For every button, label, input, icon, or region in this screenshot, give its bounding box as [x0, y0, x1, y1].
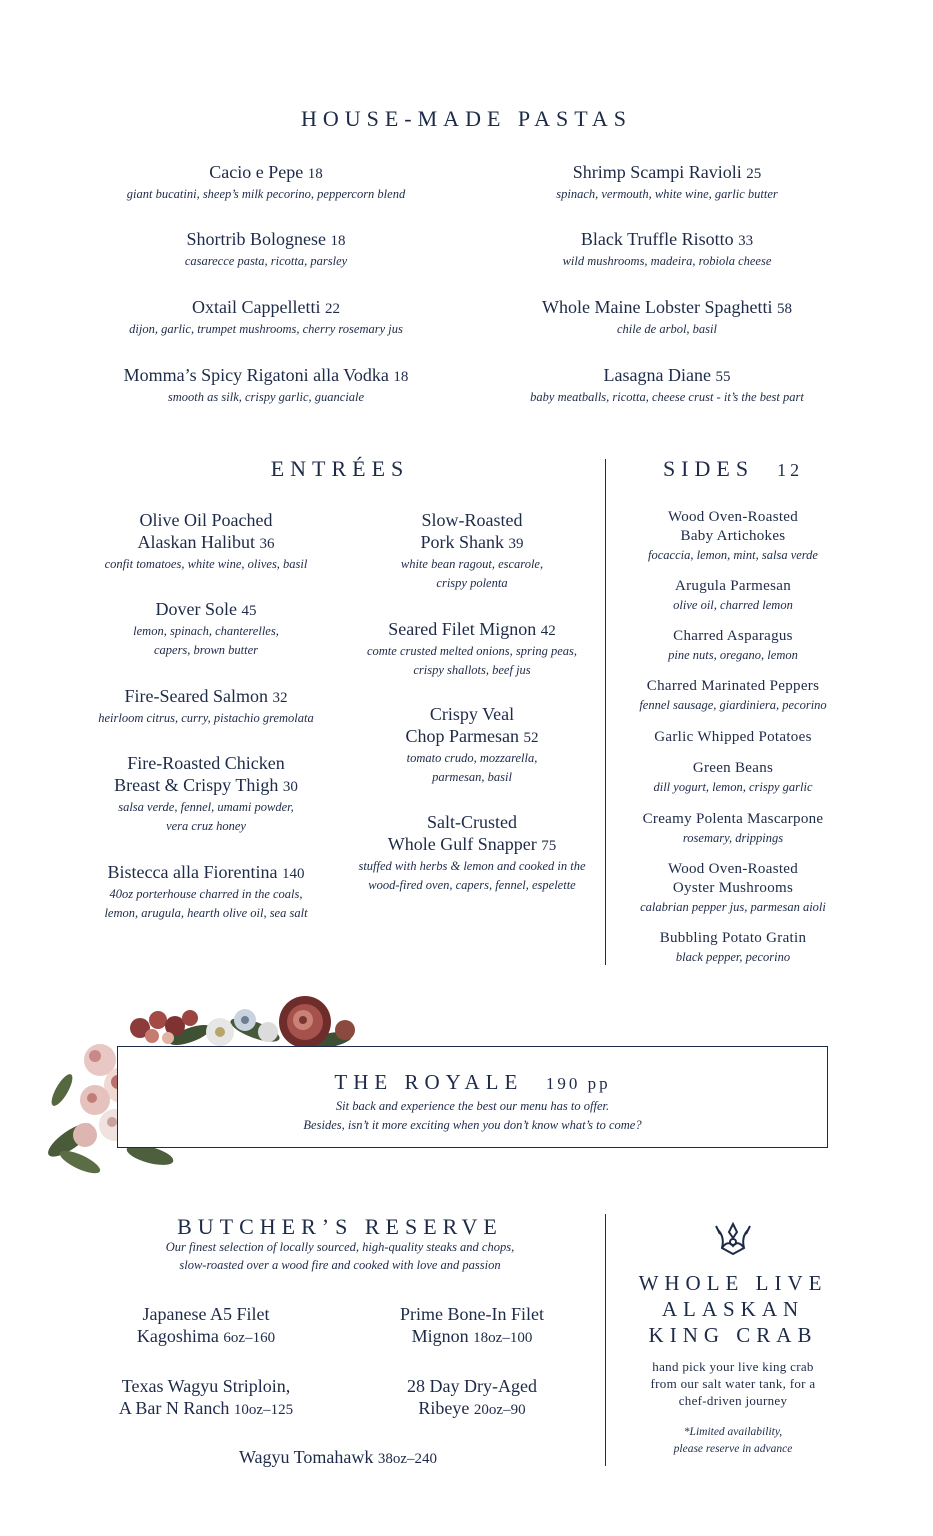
butcher-name: A Bar N Ranch — [118, 1398, 230, 1418]
pasta-desc: wild mushrooms, madeira, robiola cheese — [562, 254, 772, 268]
entree-item — [342, 703, 602, 787]
side-desc: calabrian pepper jus, parmesan aioli — [640, 900, 826, 914]
butcher-item — [342, 1303, 602, 1349]
entree-item — [76, 861, 336, 923]
entrees-title: ENTRÉES — [270, 456, 410, 481]
entree-desc: heirloom citrus, curry, pistachio gremolata — [98, 711, 314, 725]
entree-name-line: Dover Sole — [155, 599, 237, 619]
butcher-name: Prime Bone-In Filet — [400, 1304, 544, 1324]
pasta-name: Momma’s Spicy Rigatoni alla Vodka — [123, 365, 389, 385]
sides-title — [612, 456, 854, 482]
pasta-price: 25 — [746, 166, 762, 182]
entree-desc: parmesan, basil — [432, 770, 512, 784]
sides-title-text: SIDES — [662, 456, 755, 481]
crab-title: KING CRAB — [648, 1323, 818, 1347]
royale-title — [118, 1069, 827, 1097]
side-name: Creamy Polenta Mascarpone — [642, 811, 824, 827]
pasta-price: 18 — [330, 233, 346, 249]
pastas-title: HOUSE-MADE PASTAS — [300, 106, 633, 131]
entree-name-line: Salt-Crusted — [427, 812, 517, 832]
side-desc: focaccia, lemon, mint, salsa verde — [648, 548, 818, 562]
entree-item — [76, 598, 336, 660]
column-divider — [605, 459, 606, 965]
side-name: Oyster Mushrooms — [672, 880, 794, 896]
butcher-name: Mignon — [411, 1326, 469, 1346]
side-item — [612, 577, 854, 614]
pasta-price: 33 — [738, 233, 754, 249]
entree-desc: lemon, arugula, hearth olive oil, sea salt — [104, 906, 308, 920]
entree-price: 52 — [523, 730, 539, 746]
butcher-name: Wagyu Tomahawk — [238, 1447, 374, 1467]
side-name: Arugula Parmesan — [674, 578, 792, 594]
entree-price: 39 — [508, 536, 524, 552]
entree-name-line: Fire-Roasted Chicken — [127, 753, 285, 773]
royale-price: 190 pp — [545, 1074, 611, 1093]
pasta-name: Whole Maine Lobster Spaghetti — [542, 297, 773, 317]
butcher-price: 20oz–90 — [473, 1402, 526, 1418]
butcher-item — [188, 1446, 488, 1470]
butcher-price: 38oz–240 — [377, 1451, 438, 1467]
pasta-name: Shortrib Bolognese — [186, 229, 326, 249]
entree-name-line: Slow-Roasted — [421, 510, 523, 530]
butcher-item — [76, 1303, 336, 1349]
entree-name-line: Chop Parmesan — [405, 726, 519, 746]
entree-desc: salsa verde, fennel, umami powder, — [118, 800, 294, 814]
entree-desc: capers, brown butter — [153, 643, 259, 657]
pasta-price: 55 — [715, 369, 731, 385]
entree-name-line: Seared Filet Mignon — [388, 619, 537, 639]
side-name: Garlic Whipped Potatoes — [654, 729, 812, 745]
entree-desc: white bean ragout, escarole, — [400, 557, 544, 571]
entree-name-line: Crispy Veal — [429, 704, 515, 724]
butcher-name: Ribeye — [418, 1398, 470, 1418]
entree-desc: 40oz porterhouse charred in the coals, — [109, 887, 303, 901]
pasta-desc: chile de arbol, basil — [617, 322, 717, 336]
pasta-item — [477, 161, 857, 204]
pasta-name: Cacio e Pepe — [209, 162, 304, 182]
side-desc: fennel sausage, giardiniera, pecorino — [639, 698, 827, 712]
entree-desc: vera cruz honey — [166, 819, 246, 833]
entree-desc: stuffed with herbs & lemon and cooked in the — [358, 859, 586, 873]
entree-desc: tomato crudo, mozzarella, — [406, 751, 538, 765]
butcher-title: BUTCHER’S RESERVE — [177, 1214, 503, 1239]
entree-price: 75 — [541, 838, 557, 854]
pasta-name: Black Truffle Risotto — [580, 229, 734, 249]
royale-desc: Besides, isn’t it more exciting when you don’t know what’s to come? — [303, 1118, 642, 1132]
pasta-name: Lasagna Diane — [603, 365, 711, 385]
crab-title: WHOLE LIVE — [638, 1271, 828, 1295]
pasta-price: 58 — [776, 301, 792, 317]
entree-name-line: Bistecca alla Fiorentina — [107, 862, 278, 882]
pasta-desc: smooth as silk, crispy garlic, guanciale — [167, 390, 365, 404]
butcher-item — [76, 1375, 336, 1421]
side-item — [612, 627, 854, 664]
pasta-item — [477, 296, 857, 339]
butcher-price: 6oz–160 — [223, 1330, 276, 1346]
pasta-item — [76, 161, 456, 204]
entree-price: 140 — [281, 866, 305, 882]
side-item — [612, 929, 854, 966]
entree-item — [332, 811, 612, 895]
crab-title: ALASKAN — [661, 1297, 805, 1321]
side-name: Wood Oven-Roasted — [667, 861, 799, 877]
entree-name-line: Alaskan Halibut — [137, 532, 255, 552]
column-divider — [605, 1214, 606, 1466]
pasta-desc: dijon, garlic, trumpet mushrooms, cherry rosemary jus — [129, 322, 403, 336]
sides-price: 12 — [777, 460, 804, 480]
side-desc: dill yogurt, lemon, crispy garlic — [653, 780, 813, 794]
entree-item — [76, 685, 336, 728]
side-desc: olive oil, charred lemon — [673, 598, 793, 612]
entree-desc: comte crusted melted onions, spring peas, — [366, 644, 578, 658]
entree-name-line: Whole Gulf Snapper — [387, 834, 537, 854]
entree-desc: lemon, spinach, chanterelles, — [133, 624, 279, 638]
entree-desc: wood-fired oven, capers, fennel, espelette — [368, 878, 576, 892]
entree-name-line: Olive Oil Poached — [139, 510, 273, 530]
royale-title-text: THE ROYALE — [334, 1070, 524, 1094]
butcher-subtitle: Our finest selection of locally sourced, high-quality steaks and chops, — [165, 1240, 515, 1254]
side-item — [612, 860, 854, 916]
side-desc: pine nuts, oregano, lemon — [668, 648, 798, 662]
side-name: Green Beans — [692, 760, 774, 776]
entree-item — [76, 752, 336, 836]
pasta-price: 18 — [307, 166, 323, 182]
side-name: Bubbling Potato Gratin — [659, 930, 807, 946]
pasta-desc: spinach, vermouth, white wine, garlic butter — [556, 187, 778, 201]
entree-name-line: Breast & Crispy Thigh — [114, 775, 279, 795]
pasta-name: Shrimp Scampi Ravioli — [572, 162, 742, 182]
pasta-desc: giant bucatini, sheep’s milk pecorino, peppercorn blend — [126, 187, 406, 201]
entree-item — [76, 509, 336, 574]
side-desc: black pepper, pecorino — [675, 950, 791, 964]
pasta-desc: casarecce pasta, ricotta, parsley — [184, 254, 348, 268]
royale-box — [117, 1046, 828, 1148]
entree-price: 32 — [272, 690, 288, 706]
white-flower-icon — [206, 1009, 278, 1046]
side-item — [612, 810, 854, 847]
pasta-item — [477, 228, 857, 271]
crab-note: *Limited availability, — [683, 1426, 783, 1438]
crab-body: hand pick your live king crab — [652, 1359, 814, 1374]
butcher-name: Texas Wagyu Striploin, — [121, 1376, 291, 1396]
pasta-price: 22 — [324, 301, 340, 317]
side-name: Baby Artichokes — [680, 528, 786, 544]
pasta-price: 18 — [393, 369, 409, 385]
pasta-item — [477, 364, 857, 407]
pasta-desc: baby meatballs, ricotta, cheese crust - it’s the best part — [530, 390, 804, 404]
butcher-name: 28 Day Dry-Aged — [407, 1376, 537, 1396]
butcher-name: Kagoshima — [136, 1326, 219, 1346]
butcher-subtitle: slow-roasted over a wood fire and cooked with love and passion — [179, 1258, 501, 1272]
crown-crest-icon — [712, 1220, 754, 1258]
entree-name-line: Fire-Seared Salmon — [124, 686, 268, 706]
side-item — [612, 677, 854, 714]
entree-price: 42 — [540, 623, 556, 639]
crab-note: please reserve in advance — [673, 1443, 793, 1455]
butcher-item — [342, 1375, 602, 1421]
side-item — [612, 759, 854, 796]
side-name: Charred Marinated Peppers — [646, 678, 820, 694]
butcher-price: 18oz–100 — [473, 1330, 533, 1346]
pasta-item — [76, 228, 456, 271]
butcher-name: Japanese A5 Filet — [142, 1304, 270, 1324]
pasta-item — [76, 296, 456, 339]
entree-price: 30 — [282, 779, 298, 795]
pasta-item — [76, 364, 456, 407]
entree-desc: crispy polenta — [436, 576, 508, 590]
side-item — [612, 728, 854, 747]
entree-price: 45 — [241, 603, 257, 619]
crab-body: chef-driven journey — [678, 1393, 788, 1408]
entree-desc: crispy shallots, beef jus — [413, 663, 531, 677]
entree-name-line: Pork Shank — [420, 532, 504, 552]
entree-item — [342, 618, 602, 680]
entree-price: 36 — [259, 536, 275, 552]
side-name: Wood Oven-Roasted — [667, 509, 799, 525]
butcher-price: 10oz–125 — [233, 1402, 294, 1418]
pasta-name: Oxtail Cappelletti — [192, 297, 321, 317]
entree-item — [342, 509, 602, 593]
side-desc: rosemary, drippings — [682, 831, 784, 845]
side-name: Charred Asparagus — [673, 628, 793, 644]
royale-desc: Sit back and experience the best our menu has to offer. — [335, 1099, 610, 1113]
crab-body: from our salt water tank, for a — [650, 1376, 816, 1391]
entree-desc: confit tomatoes, white wine, olives, basil — [104, 557, 308, 571]
side-item — [612, 508, 854, 564]
